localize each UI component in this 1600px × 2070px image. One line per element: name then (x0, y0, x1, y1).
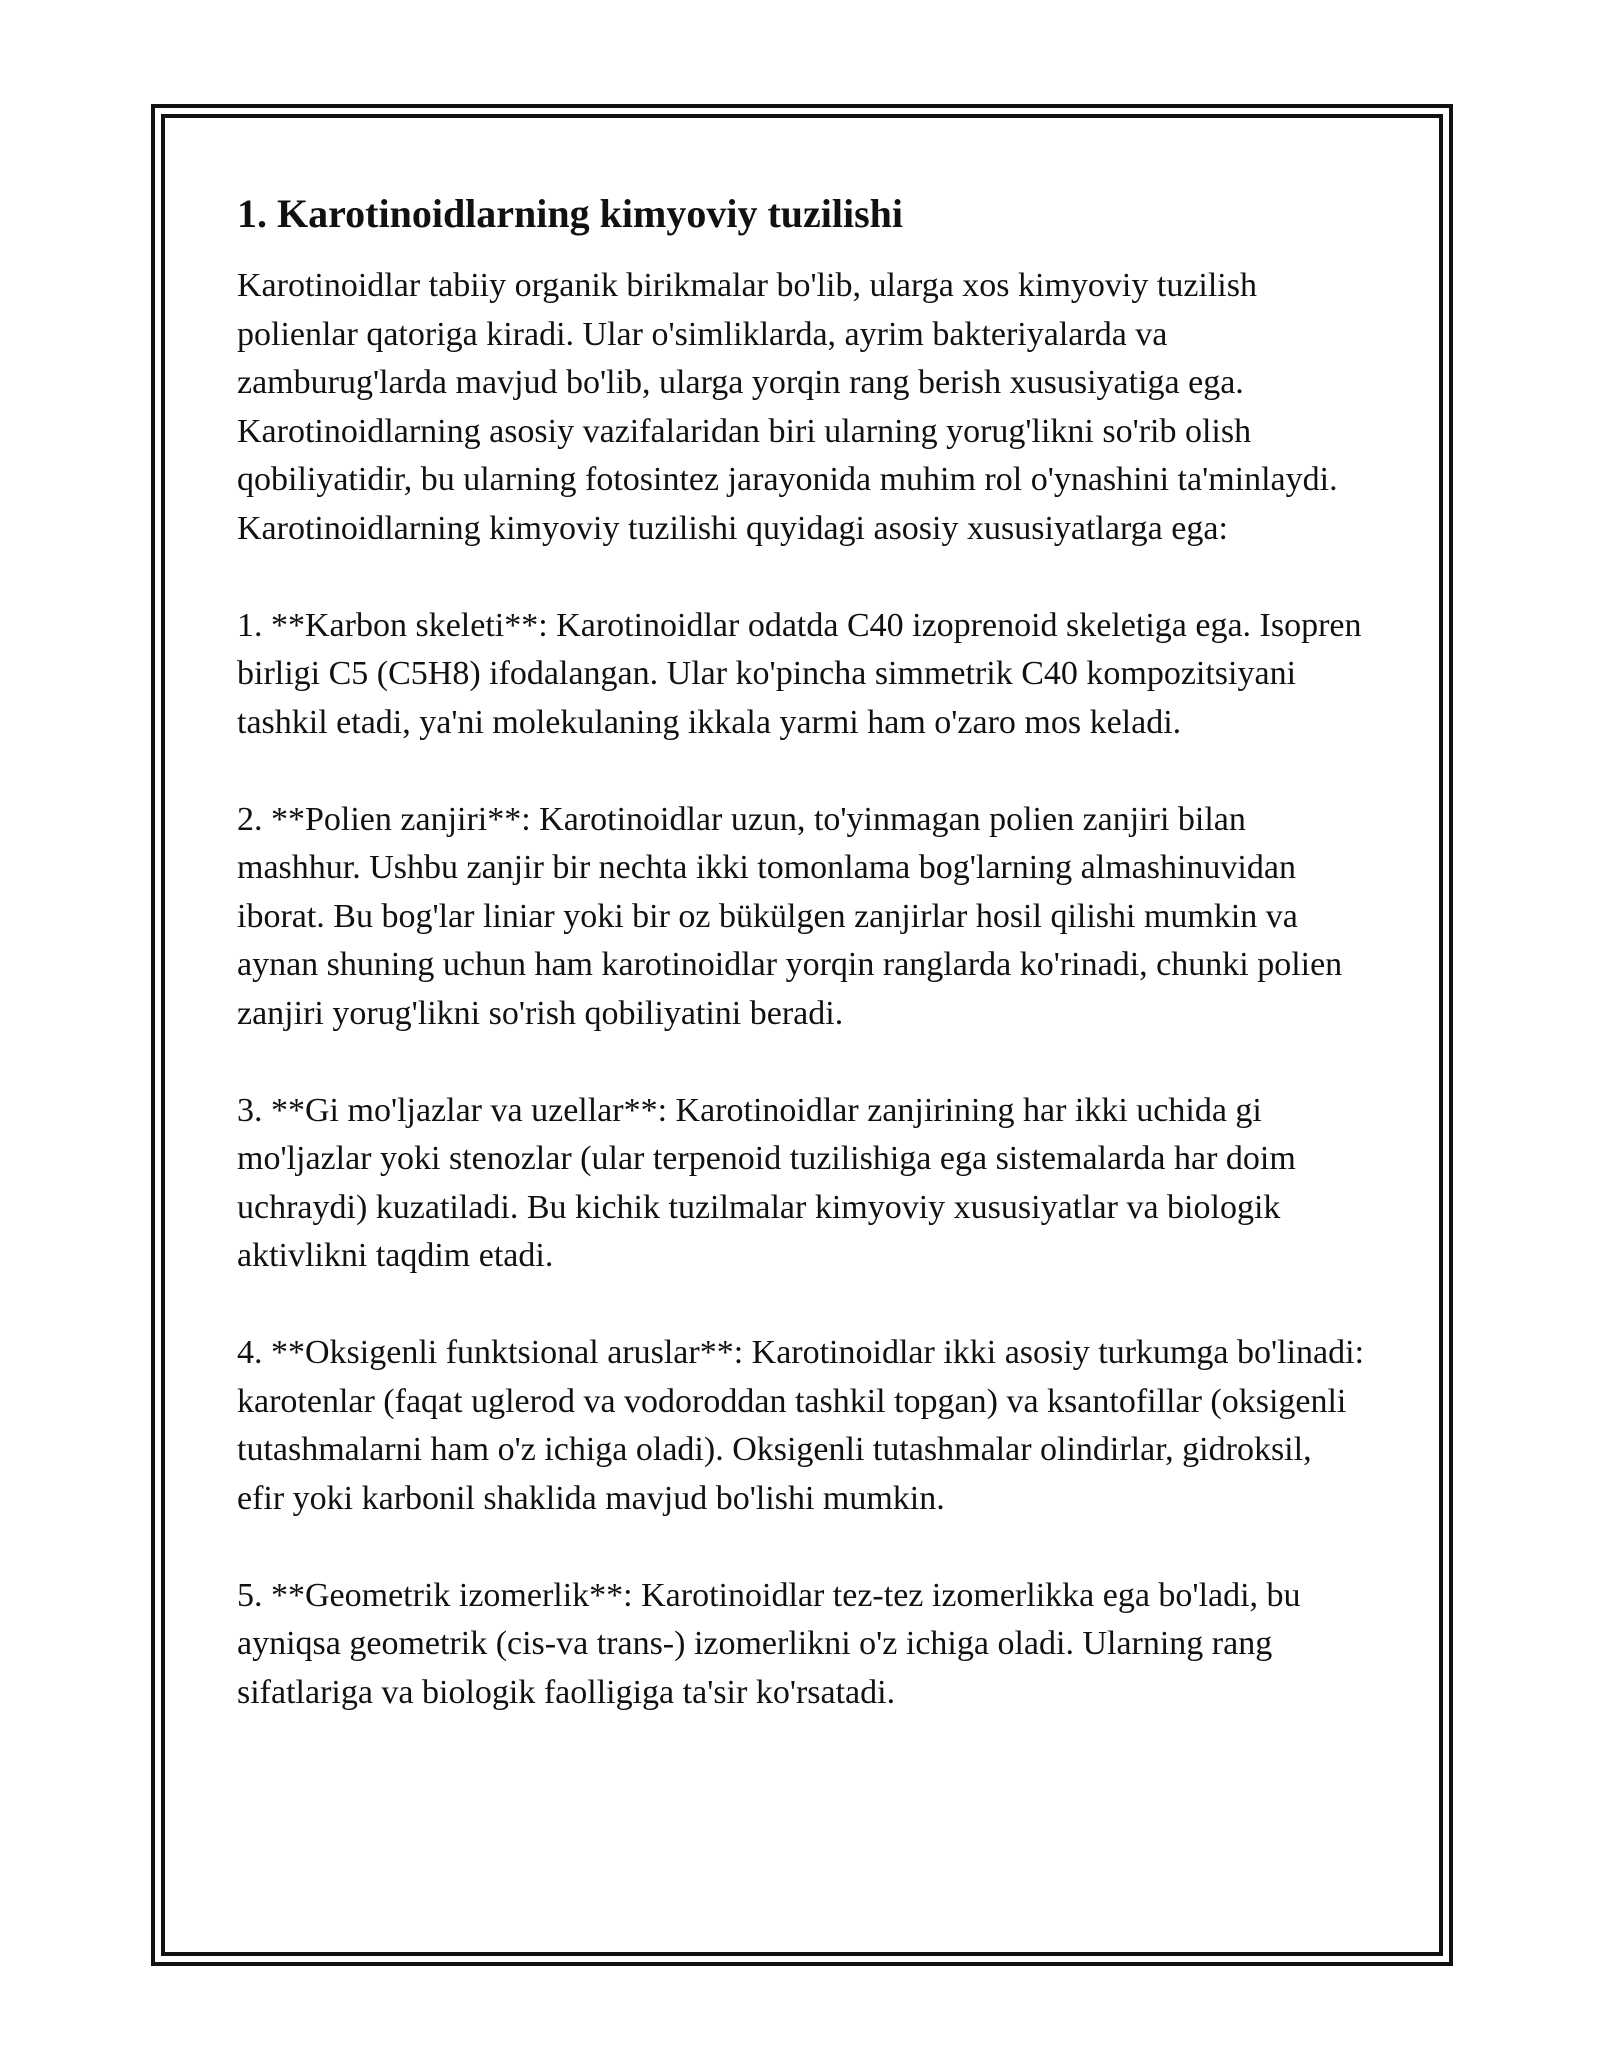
section-title: 1. Karotinoidlarning kimyoviy tuzilishi (237, 191, 904, 236)
intro-paragraph: Karotinoidlar tabiiy organik birikmalar bo'lib, ularga xos kimyoviy tuzilish polienlar qatoriga kiradi. Ular o'simliklarda, ayrim bakteriyalarda va zamburug'larda mavjud bo'lib, ularga yorqin rang berish xususiyatiga ega. Karotinoidlarning asosiy vazifalaridan biri ularning yorug'likni so'rib olish qobiliyatidir, bu ularning fotosintez jarayonida muhim rol o'ynashini ta'minlaydi. Karotinoidlarning kimyoviy tuzilishi quyidagi asosiy xususiyatlarga ega: (237, 267, 1338, 547)
list-item-geometric-isomerism: 5. **Geometrik izomerlik**: Karotinoidlar tez-tez izomerlikka ega bo'ladi, bu ayniqsa geometrik (cis-va trans-) izomerlikni o'z ichiga oladi. Ularning rang sifatlariga va biologik faolligiga ta'sir ko'rsatadi. (237, 1576, 1301, 1711)
list-item-end-groups: 3. **Gi mo'ljazlar va uzellar**: Karotinoidlar zanjirining har ikki uchida gi mo'ljazlar yoki stenozlar (ular terpenoid tuzilishiga ega sistemalarda har doim uchraydi) kuzatiladi. Bu kichik tuzilmalar kimyoviy xususiyatlar va biologik aktivlikni taqdim etadi. (237, 1091, 1296, 1274)
list-item-polyene-chain: 2. **Polien zanjiri**: Karotinoidlar uzun, to'yinmagan polien zanjiri bilan mashhur. Ushbu zanjir bir nechta ikki tomonlama bog'larning almashinuvidan iborat. Bu bog'lar liniar yoki bir oz bükülgen zanjirlar hosil qilishi mumkin va aynan shuning uchun ham karotinoidlar yorqin ranglarda ko'rinadi, chunki polien zanjiri yorug'likni so'rish qobiliyatini beradi. (237, 800, 1343, 1032)
document-body (237, 190, 1367, 1766)
list-item-carbon-skeleton: 1. **Karbon skeleti**: Karotinoidlar odatda C40 izoprenoid skeletiga ega. Isopren birligi C5 (C5H8) ifodalangan. Ular ko'pincha simmetrik C40 kompozitsiyani tashkil etadi, ya'ni molekulaning ikkala yarmi ham o'zaro mos keladi. (237, 606, 1362, 741)
list-item-oxygen-groups: 4. **Oksigenli funktsional aruslar**: Karotinoidlar ikki asosiy turkumga bo'linadi: karotenlar (faqat uglerod va vodoroddan tashkil topgan) va ksantofillar (oksigenli tutashmalarni ham o'z ichiga oladi). Oksigenli tutashmalar olindirlar, gidroksil, efir yoki karbonil shaklida mavjud bo'lishi mumkin. (237, 1334, 1365, 1517)
